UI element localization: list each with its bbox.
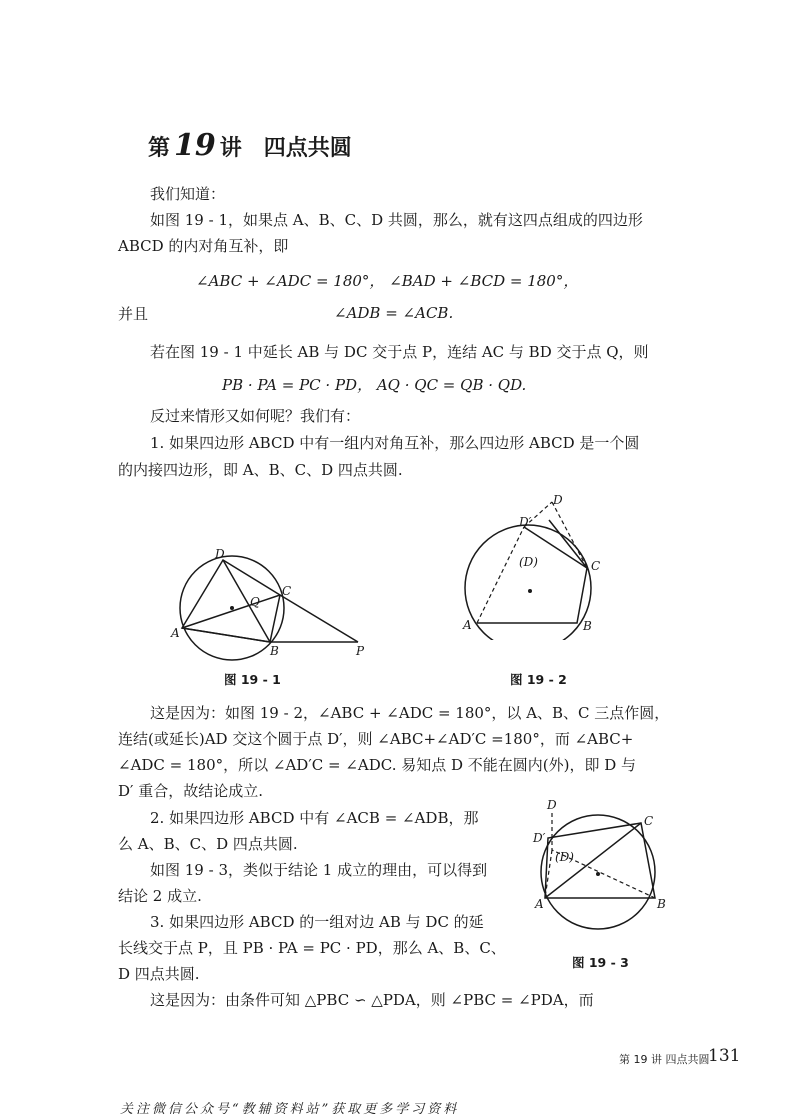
fig3-label-a: A: [535, 897, 544, 911]
theorem-3-line: 3. 如果四边形 ABCD 的一组对边 AB 与 DC 的延: [150, 913, 484, 931]
fig1-label-b: B: [270, 644, 279, 658]
fig1-center: [230, 606, 234, 610]
equation-angles-sum: ∠ABC + ∠ADC = 180°， ∠BAD + ∠BCD = 180°，: [196, 272, 579, 290]
fig3-label-d: D: [547, 798, 557, 812]
fig3-label-c: C: [644, 814, 654, 828]
fig3-label-dparen: (D): [555, 850, 574, 864]
reason-1-line: 连结(或延长)AD 交这个圆于点 D′，则 ∠ABC+∠AD′C =180°，而 ∠ABC+: [118, 730, 634, 748]
fig2-label-dprime: D′: [519, 515, 532, 529]
figure-19-1: [170, 545, 380, 685]
fig1-label-d: D: [215, 547, 225, 561]
theorem-3-line: 长线交于点 P，且 PB · PA = PC · PD，那么 A、B、C、: [118, 939, 506, 957]
theorem-1-line: 的内接四边形，即 A、B、C、D 四点共圆.: [118, 461, 403, 479]
figure-19-2: [455, 490, 615, 640]
fig1-label-a: A: [171, 626, 180, 640]
footer-chapter: 第 19 讲 四点共圆: [619, 1053, 710, 1066]
promo-watermark: 关注微信公众号“教辅资料站”获取更多学习资料: [120, 1102, 460, 1117]
fig3-label-dprime: D′: [533, 831, 546, 845]
fig3-label-b: B: [657, 897, 666, 911]
fig2-label-a: A: [463, 618, 472, 632]
fig2-dashed-dc: [552, 502, 587, 568]
figure-19-3-caption: 图 19 - 3: [572, 955, 629, 970]
theorem-2-line: 么 A、B、C、D 四点共圆.: [118, 835, 298, 853]
fig2-dashed-ad: [477, 527, 524, 623]
paragraph-line: 如图 19 - 1，如果点 A、B、C、D 共圆，那么，就有这四点组成的四边形: [150, 211, 643, 229]
reason-1-line: 这是因为：如图 19 - 2，∠ABC + ∠ADC = 180°，以 A、B、C 三点作圆，: [150, 704, 670, 722]
fig2-label-d: D: [553, 493, 563, 507]
theorem-1-line: 1. 如果四边形 ABCD 中有一组内对角互补，那么四边形 ABCD 是一个圆: [150, 434, 640, 452]
fig1-diagonal-ac: [182, 595, 280, 628]
fig2-label-c: C: [591, 559, 601, 573]
fig3-center: [596, 872, 600, 876]
paragraph-line: 若在图 19 - 1 中延长 AB 与 DC 交于点 P，连结 AC 与 BD 交于点 Q，则: [150, 343, 649, 361]
chapter-name: 四点共圆: [263, 135, 352, 161]
equation-products: PB · PA = PC · PD， AQ · QC = QB · QD.: [222, 376, 527, 394]
theorem-2-line: 2. 如果四边形 ABCD 中有 ∠ACB = ∠ADB，那: [150, 809, 479, 827]
page-number: 131: [708, 1046, 741, 1066]
intro-line: 我们知道：: [150, 185, 226, 203]
chapter-title: 第 19 讲 四点共圆: [148, 128, 352, 163]
fig1-label-p: P: [356, 644, 365, 658]
and-label: 并且: [118, 305, 149, 323]
fig1-line-ab: [182, 628, 270, 642]
fig2-label-dparen: (D): [519, 555, 538, 569]
reason-3-line: 这是因为：由条件可知 △PBC ∽ △PDA，则 ∠PBC = ∠PDA，而: [150, 991, 594, 1009]
paragraph-line: 如图 19 - 3，类似于结论 1 成立的理由，可以得到: [150, 861, 488, 879]
fig2-center: [528, 589, 532, 593]
paragraph-line: 结论 2 成立.: [118, 887, 202, 905]
figure-19-2-caption: 图 19 - 2: [510, 672, 567, 687]
equation-angles-equal: ∠ADB = ∠ACB.: [334, 304, 454, 322]
fig1-label-c: C: [282, 584, 292, 598]
reason-1-line: ∠ADC = 180°，所以 ∠AD′C = ∠ADC. 易知点 D 不能在圆内(外)，即 D 与: [118, 756, 637, 774]
fig2-label-b: B: [583, 619, 592, 633]
figure-19-3: [530, 795, 680, 940]
paragraph-line: 反过来情形又如何呢？我们有：: [150, 407, 361, 425]
reason-1-line: D′ 重合，故结论成立.: [118, 782, 263, 800]
paragraph-line: ABCD 的内对角互补，即: [118, 237, 289, 255]
theorem-3-line: D 四点共圆.: [118, 965, 200, 983]
fig1-line-cp: [280, 595, 358, 642]
fig1-label-q: Q: [250, 595, 260, 609]
figure-19-1-caption: 图 19 - 1: [224, 672, 281, 687]
